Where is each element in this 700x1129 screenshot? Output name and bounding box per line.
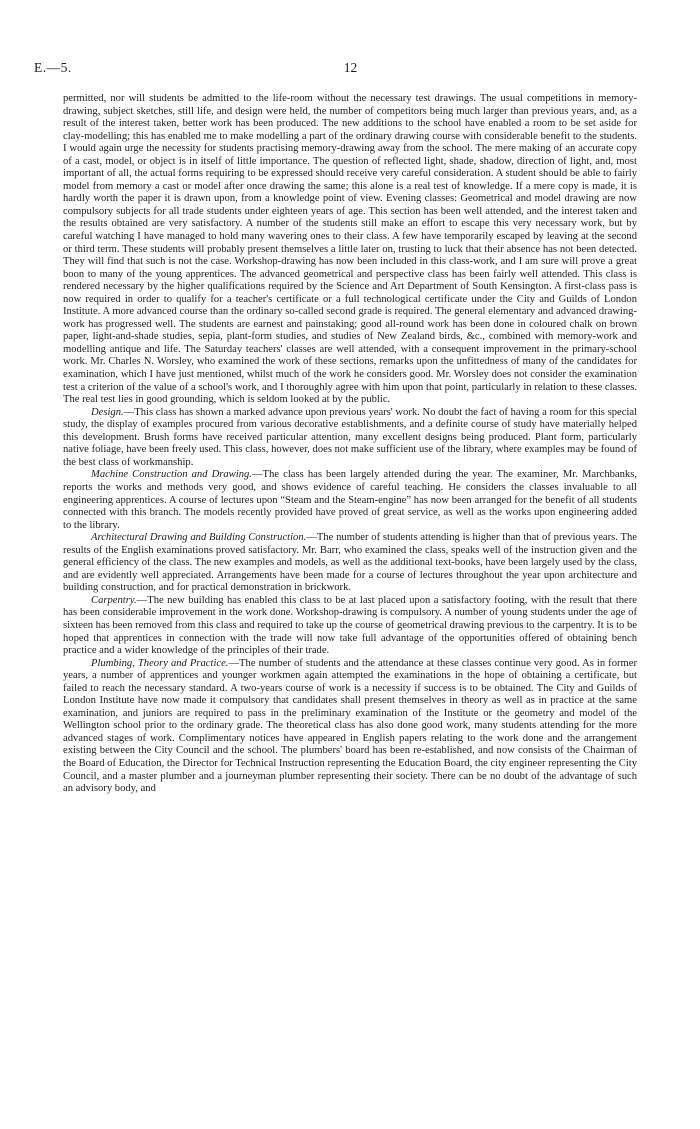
- paragraph-text: —The new building has enabled this class to be at last placed upon a satisfactory footing, with the result that there has been considerable improvement in the work done. Workshop-drawing is compulsory. A number of young students under the age of sixteen has been removed from this class and required to take up the course of geometrical drawing previous to the carpentry. It is to be hoped that apprentices in connection with the trade will now take full advantage of the opportunities offered of obtaining bench practice and a wider knowledge of the principles of their trade.: [63, 594, 637, 657]
- section-heading-design: Design.: [91, 406, 124, 418]
- paragraph-text: —The number of students and the attendance at these classes continue very good. As in former years, a number of apprentices and younger workmen again attempted the examinations in the hope of obtaining a certificate, but failed to reach the necessary standard. A two-years course of work is a necessity if success is to be obtained. The City and Guilds of London Institute have now made it compulsory that candidates shall present themselves in theory as well as in practice at the same examination, and juniors are required to pass in the preliminary examination of the Institute or the geometry and model of the Wellington school prior to the ordinary grade. The theoretical class has also done good work, many students attending for the more advanced stages of work. Complimentary notices have appeared in English papers relating to the work done and the arrangement existing between the City Council and the school. The plumbers' board has been re-established, and now consists of the Chairman of the Board of Education, the Director for Technical Instruction representing the Education Board, the city engineer representing the City Council, and a master plumber and a journeyman plumber representing their society. There can be no doubt of the advantage of such an advisory body, and: [63, 657, 637, 795]
- paragraph-text: —This class has shown a marked advance upon previous years' work. No doubt the fact of having a room for this special study, the display of examples procured from various decorative establishments, and a definite course of study have materially helped this development. Brush forms have received particular attention, many excellent designs being produced. Plant form, particularly native foliage, have been freely used. This class, however, does not make sufficient use of the library, where examples may be found of the best class of workmanship.: [63, 406, 637, 468]
- paragraph-machine-construction: [63, 469, 637, 532]
- paragraph-text: —The number of students attending is higher than that of previous years. The results of the English examinations proved satisfactory. Mr. Barr, who examined the class, speaks well of the instruction given and the general efficiency of the class. The new examples and models, as well as the additional text-books, have been largely used by the class, and are evidently well appreciated. Arrangements have been made for a course of lectures throughout the year upon architecture and building construction, and for practical demonstration in brickwork.: [63, 532, 637, 594]
- section-heading-plumbing: Plumbing, Theory and Practice.: [91, 657, 229, 669]
- series-reference: E.—5.: [34, 60, 72, 75]
- paragraph-text: —The class has been largely attended during the year. The examiner, Mr. Marchbanks, reports the works and methods very good, and shows evidence of careful teaching. He considers the classes invaluable to all engineering apprentices. A course of lectures upon “Steam and the Steam-engine” has now been arranged for the benefit of all students connected with this branch. The models recently provided have proved of great service, as well as the works upon engineering added to the library.: [63, 469, 637, 531]
- paragraph-plumbing: [63, 658, 637, 796]
- paragraph-carpentry: [63, 595, 637, 658]
- page-number: 12: [343, 60, 358, 75]
- report-body: [63, 93, 637, 796]
- section-heading-machine-construction: Machine Construction and Drawing.: [91, 469, 252, 481]
- page-header: [34, 60, 667, 76]
- paragraph-architectural-drawing: [63, 532, 637, 595]
- section-heading-architectural-drawing: Architectural Drawing and Building Construction.: [91, 532, 307, 544]
- paragraph-continued: [63, 93, 637, 407]
- paragraph-text: permitted, nor will students be admitted to the life-room without the necessary test drawings. The usual competitions in memory-drawing, subject sketches, still life, and design were held, the number of competitors being much larger than previous years, and, as a result of the interest taken, better work has been produced. The new additions to the school have enabled a room to be set aside for clay-modelling; this has enabled me to make modelling a part of the ordinary drawing course with considerable benefit to the students. I would again urge the necessity for students practising memory-drawing away from the school. The mere making of an accurate copy of a cast, model, or object is in itself of little importance. The question of reflected light, shade, shadow, direction of light, and, most important of all, the actual forms requiring to be expressed should receive very careful consideration. A student should be able to fairly model from memory a cast or model after once drawing the same; this alone is a real test of knowledge. If a mere copy is made, it is hardly worth the paper it is drawn upon, from a knowledge point of view. Evening classes: Geometrical and model drawing are now compulsory subjects for all trade students under eighteen years of age. This section has been well attended, and the interest taken and the results obtained are very satisfactory. A number of the students still make an effort to escape this very necessary work, but by careful watching I have managed to hold many wavering ones to their class. A few have temporarily escaped by leaving at the second or third term. These students will probably present themselves a little later on, trusting to luck that their absence has not been detected. They will find that such is not the case. Workshop-drawing has now been included in this class-work, and I am sure will prove a great boon to many of the young apprentices. The advanced geometrical and perspective class has been fairly well attended. This class is rendered necessary by the higher qualifications required by the Science and Art Department of South Kensington. A first-class pass is now required in order to qualify for a teacher's certificate or a full technological certificate under the City and Guilds of London Institute. A more advanced course than the ordinary so-called second grade is required. The general elementary and advanced drawing-work has progressed well. The students are earnest and painstaking; good all-round work has been done in coloured chalk on brown paper, light-and-shade studies, sepia, plant-form studies, and studies of New Zealand birds, &c., combined with memory-work and modelling antique and life. The Saturday teachers' classes are well attended, with a consequent improvement in the primary-school work. Mr. Charles N. Worsley, who examined the work of these sections, remarks upon the unfittedness of many of the candidates for examination, which I have just mentioned, whilst much of the work he considers good. Mr. Worsley does not consider the examination test a criterion of the value of a school's work, and I thoroughly agree with him upon that point, particularly in relation to these classes. The real test lies in good grounding, which is seldom looked at by the public.: [63, 93, 637, 406]
- section-heading-carpentry: Carpentry.: [91, 594, 137, 606]
- paragraph-design: [63, 407, 637, 470]
